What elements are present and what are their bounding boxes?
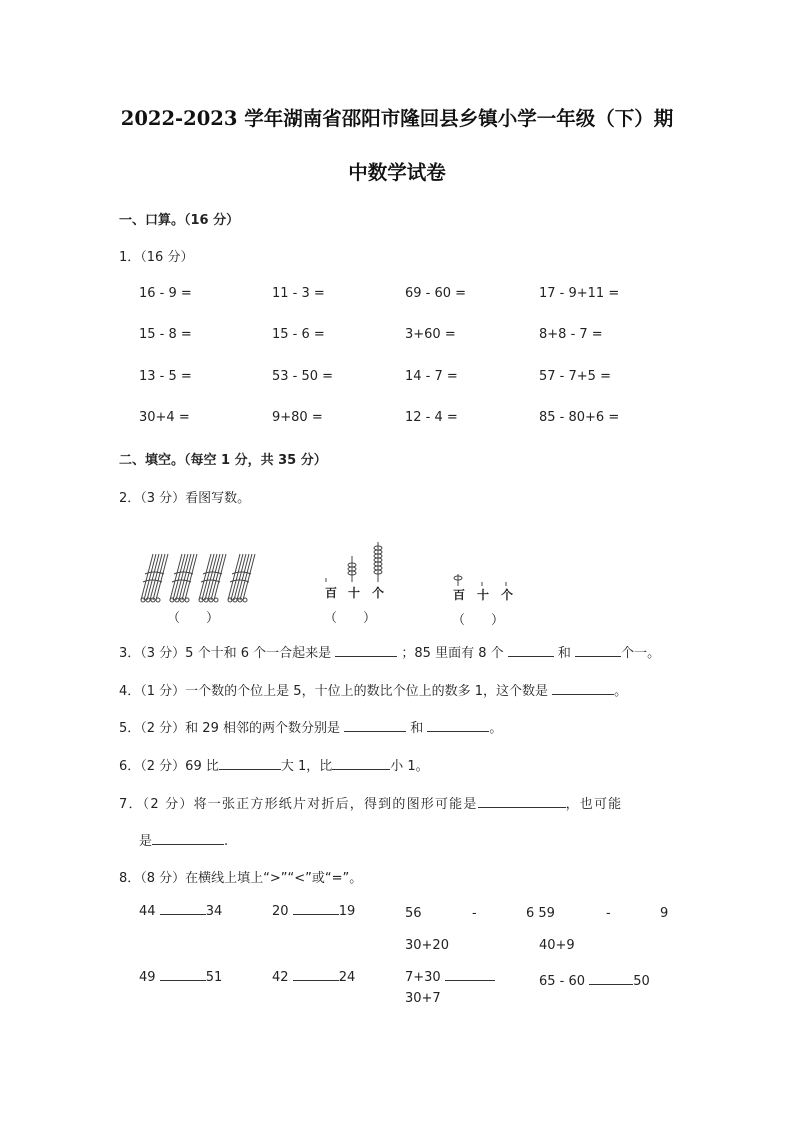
bundle-4 (228, 554, 255, 602)
expr-r4-c1: 30+4 = (139, 410, 190, 425)
q8-r1-c3-dash-1: - (472, 906, 477, 921)
q8-blank-2[interactable] (293, 902, 339, 915)
q7-blank-2[interactable] (152, 832, 224, 845)
q8-c7-left: 7+30 (405, 970, 441, 985)
q3-text-a: 3．（3 分）5 个十和 6 个一合起来是 (119, 646, 332, 661)
q7-text-c: 是 (139, 834, 153, 849)
q8-r2-c4-40-9: 40+9 (539, 938, 575, 953)
expr-r1-c3: 69 - 60 = (405, 286, 467, 301)
abacus-2-label-tens: 十 (477, 588, 490, 602)
question-5 (119, 717, 502, 736)
q3-text-d: 个一。 (621, 646, 661, 661)
q8-blank-5[interactable] (160, 968, 206, 981)
q7-text-d: . (224, 834, 229, 849)
q8-r1-c3-9: 9 (660, 906, 669, 921)
q8-compare-2 (272, 902, 355, 919)
bundle-2 (170, 554, 197, 602)
abacus-1-label-tens: 十 (348, 586, 361, 600)
q4-text-a: 4．（1 分）一个数的个位上是 5，十位上的数比个位上的数多 1，这个数是 (119, 684, 548, 699)
q6-blank-1[interactable] (219, 757, 281, 770)
q8-compare-6 (272, 968, 355, 985)
section-2-heading: 二、填空。（每空 1 分，共 35 分） (119, 453, 327, 468)
abacus-1-label-hundreds: 百 (325, 586, 338, 600)
exam-title-line-2: 中数学试卷 (348, 161, 446, 184)
abacus-1-label-ones: 个 (372, 586, 385, 600)
q8-r1-c3-6-59: 6 59 (526, 906, 555, 921)
expr-r4-c4: 85 - 80+6 = (539, 410, 620, 425)
q8-compare-7 (405, 968, 495, 985)
question-8-label: 8．（8 分）在横线上填上“>”“<”或“=”。 (119, 871, 363, 886)
q8-c1-right: 34 (205, 904, 223, 919)
answer-paren-1: （ ） (167, 611, 220, 626)
question-6 (119, 755, 429, 774)
q8-c6-left: 42 (272, 970, 289, 985)
q8-compare-8 (539, 972, 650, 989)
q8-blank-7[interactable] (445, 968, 495, 981)
abacus-2-label-hundreds: 百 (453, 588, 466, 602)
q8-c8-left: 65 - 60 (539, 974, 586, 989)
bundle-1 (141, 554, 168, 602)
q6-text-a: 6．（2 分）69 比 (119, 759, 219, 774)
q8-r1-c3-dash-2: - (606, 906, 611, 921)
q7-text-a: 7．（2 分）将一张正方形纸片对折后，得到的图形可能是 (119, 797, 478, 812)
expr-r3-c1: 13 - 5 = (139, 369, 192, 384)
q8-r1-c3-56: 56 (405, 906, 422, 921)
answer-paren-2: （ ） (324, 611, 377, 626)
stick-bundles-figure (138, 550, 258, 606)
q8-compare-5 (139, 968, 222, 985)
expr-r1-c4: 17 - 9+11 = (539, 286, 620, 301)
expr-r3-c2: 53 - 50 = (272, 369, 334, 384)
q6-text-b: 大 1，比 (280, 759, 333, 774)
q8-c7-right: 30+7 (405, 991, 441, 1006)
q5-text-c: 。 (489, 721, 503, 736)
q3-text-c: 和 (557, 646, 571, 661)
question-7-line-2 (139, 830, 228, 849)
q8-c2-left: 20 (272, 904, 289, 919)
q6-text-c: 小 1。 (390, 759, 429, 774)
expr-r2-c3: 3+60 = (405, 327, 456, 342)
expr-r3-c3: 14 - 7 = (405, 369, 458, 384)
q8-c6-right: 24 (338, 970, 356, 985)
question-2-label: 2．（3 分）看图写数。 (119, 491, 251, 506)
question-4 (119, 680, 627, 699)
q5-text-a: 5．（2 分）和 29 相邻的两个数分别是 (119, 721, 340, 736)
q3-text-b: ；85 里面有 8 个 (401, 646, 504, 661)
q5-blank-1[interactable] (344, 719, 406, 732)
q4-blank-1[interactable] (552, 682, 614, 695)
q5-blank-2[interactable] (427, 719, 489, 732)
section-1-heading: 一、口算。（16 分） (119, 213, 240, 228)
q8-c1-left: 44 (139, 904, 156, 919)
abacus-2-label-ones: 个 (501, 588, 514, 602)
q8-compare-1 (139, 902, 222, 919)
abacus-figure-1 (318, 538, 398, 588)
q8-blank-6[interactable] (293, 968, 339, 981)
q8-c5-left: 49 (139, 970, 156, 985)
expr-r1-c2: 11 - 3 = (272, 286, 325, 301)
q7-text-b: ，也可能 (565, 797, 623, 812)
q8-blank-8[interactable] (589, 972, 633, 985)
q8-c8-right: 50 (633, 974, 650, 989)
q8-c2-right: 19 (338, 904, 356, 919)
q4-text-b: 。 (614, 684, 628, 699)
exam-title-line-1: 2022-2023 学年湖南省邵阳市隆回县乡镇小学一年级（下）期 (120, 107, 674, 130)
question-3 (119, 642, 660, 661)
expr-r2-c1: 15 - 8 = (139, 327, 192, 342)
expr-r2-c2: 15 - 6 = (272, 327, 325, 342)
expr-r2-c4: 8+8 - 7 = (539, 327, 603, 342)
q6-blank-2[interactable] (332, 757, 390, 770)
answer-paren-3: （ ） (452, 613, 505, 628)
question-7-line-1 (119, 793, 622, 812)
expr-r1-c1: 16 - 9 = (139, 286, 192, 301)
q8-r2-c3-30-20: 30+20 (405, 938, 449, 953)
question-1-label: 1．（16 分） (119, 250, 194, 265)
bundle-3 (199, 554, 226, 602)
expr-r4-c2: 9+80 = (272, 410, 323, 425)
expr-r4-c3: 12 - 4 = (405, 410, 458, 425)
q3-blank-3[interactable] (575, 644, 621, 657)
q3-blank-2[interactable] (508, 644, 554, 657)
q3-blank-1[interactable] (335, 644, 397, 657)
expr-r3-c4: 57 - 7+5 = (539, 369, 611, 384)
q5-text-b: 和 (410, 721, 424, 736)
q7-blank-1[interactable] (478, 795, 566, 808)
q8-blank-1[interactable] (160, 902, 206, 915)
q8-c5-right: 51 (205, 970, 223, 985)
